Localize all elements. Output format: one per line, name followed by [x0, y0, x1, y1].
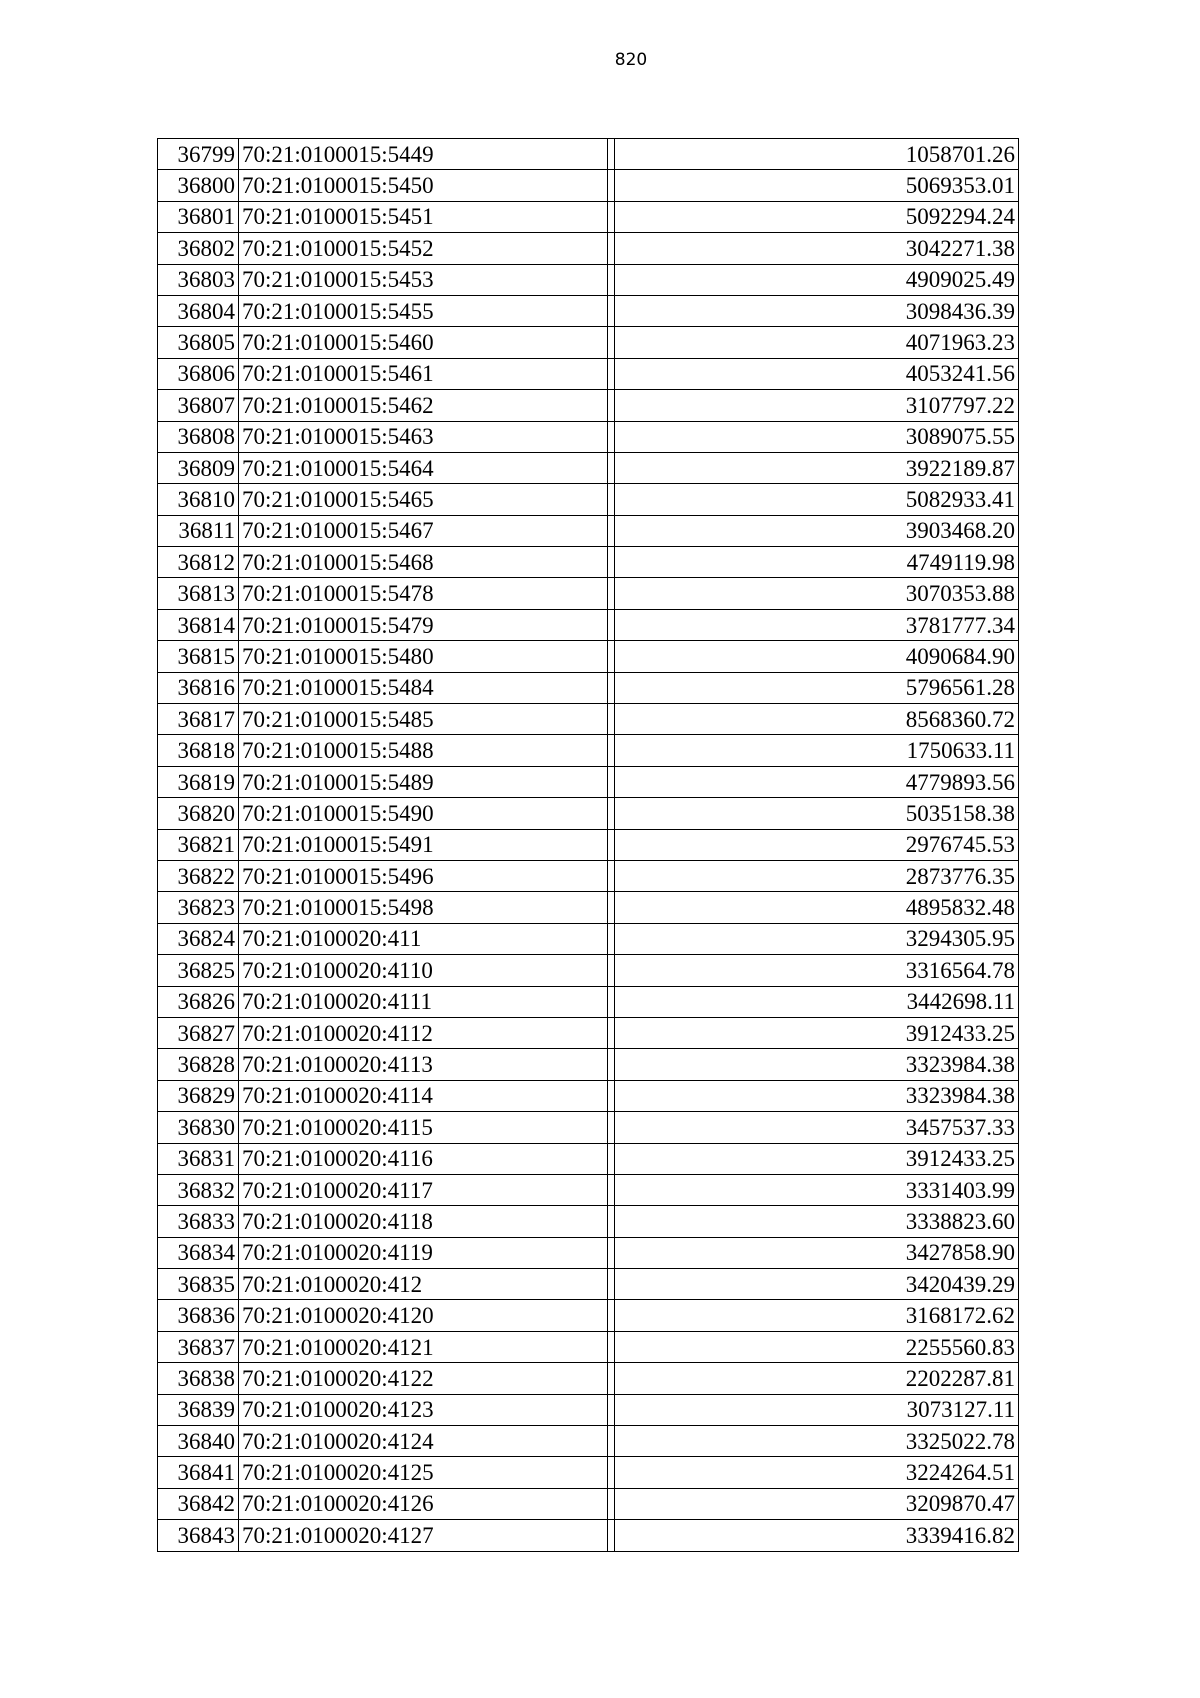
cadastral-value-cell: 3042271.38 [615, 233, 1019, 264]
cadastral-number-cell: 70:21:0100015:5498 [239, 892, 608, 923]
row-number-cell: 36802 [158, 233, 239, 264]
cadastral-number-cell: 70:21:0100015:5496 [239, 860, 608, 891]
table-row [158, 1269, 1019, 1300]
table-row [158, 201, 1019, 232]
row-number-cell: 36806 [158, 358, 239, 389]
cadastral-number-cell: 70:21:0100020:4114 [239, 1080, 608, 1111]
row-number-cell: 36831 [158, 1143, 239, 1174]
blank-cell [608, 766, 615, 797]
blank-cell [608, 923, 615, 954]
row-number-cell: 36823 [158, 892, 239, 923]
blank-cell [608, 484, 615, 515]
row-number-cell: 36816 [158, 672, 239, 703]
blank-cell [608, 327, 615, 358]
cadastral-value-cell: 3107797.22 [615, 390, 1019, 421]
blank-cell [608, 515, 615, 546]
cadastral-number-cell: 70:21:0100015:5491 [239, 829, 608, 860]
cadastral-number-cell: 70:21:0100015:5453 [239, 264, 608, 295]
table-row [158, 641, 1019, 672]
blank-cell [608, 1520, 615, 1551]
cadastral-number-cell: 70:21:0100015:5480 [239, 641, 608, 672]
table-row [158, 1206, 1019, 1237]
cadastral-value-cell: 2202287.81 [615, 1363, 1019, 1394]
row-number-cell: 36809 [158, 452, 239, 483]
table-row [158, 955, 1019, 986]
table-row [158, 735, 1019, 766]
table-row [158, 1017, 1019, 1048]
blank-cell [608, 704, 615, 735]
blank-cell [608, 1488, 615, 1519]
row-number-cell: 36835 [158, 1269, 239, 1300]
blank-cell [608, 1080, 615, 1111]
row-number-cell: 36800 [158, 170, 239, 201]
table-row [158, 1174, 1019, 1205]
cadastral-number-cell: 70:21:0100020:4119 [239, 1237, 608, 1268]
row-number-cell: 36815 [158, 641, 239, 672]
table-row [158, 390, 1019, 421]
blank-cell [608, 1269, 615, 1300]
table-row [158, 1426, 1019, 1457]
row-number-cell: 36825 [158, 955, 239, 986]
blank-cell [608, 1363, 615, 1394]
cadastral-number-cell: 70:21:0100020:4127 [239, 1520, 608, 1551]
row-number-cell: 36843 [158, 1520, 239, 1551]
blank-cell [608, 358, 615, 389]
table-row [158, 358, 1019, 389]
cadastral-number-cell: 70:21:0100020:4121 [239, 1331, 608, 1362]
cadastral-value-cell: 3903468.20 [615, 515, 1019, 546]
cadastral-number-cell: 70:21:0100015:5460 [239, 327, 608, 358]
blank-cell [608, 452, 615, 483]
row-number-cell: 36826 [158, 986, 239, 1017]
blank-cell [608, 672, 615, 703]
row-number-cell: 36808 [158, 421, 239, 452]
cadastral-number-cell: 70:21:0100020:411 [239, 923, 608, 954]
cadastral-number-cell: 70:21:0100015:5465 [239, 484, 608, 515]
table-row [158, 1112, 1019, 1143]
cadastral-value-cell: 1058701.26 [615, 139, 1019, 170]
cadastral-value-cell: 3089075.55 [615, 421, 1019, 452]
table-row [158, 1080, 1019, 1111]
blank-cell [608, 390, 615, 421]
cadastral-number-cell: 70:21:0100015:5450 [239, 170, 608, 201]
table-row [158, 892, 1019, 923]
row-number-cell: 36801 [158, 201, 239, 232]
cadastral-number-cell: 70:21:0100020:4120 [239, 1300, 608, 1331]
cadastral-value-table [157, 138, 1019, 1552]
cadastral-value-cell: 3442698.11 [615, 986, 1019, 1017]
row-number-cell: 36812 [158, 547, 239, 578]
blank-cell [608, 641, 615, 672]
cadastral-value-cell: 3073127.11 [615, 1394, 1019, 1425]
table-row [158, 1049, 1019, 1080]
blank-cell [608, 295, 615, 326]
cadastral-number-cell: 70:21:0100015:5484 [239, 672, 608, 703]
cadastral-value-cell: 3339416.82 [615, 1520, 1019, 1551]
row-number-cell: 36819 [158, 766, 239, 797]
cadastral-value-cell: 4749119.98 [615, 547, 1019, 578]
cadastral-value-cell: 4895832.48 [615, 892, 1019, 923]
row-number-cell: 36811 [158, 515, 239, 546]
cadastral-value-cell: 3294305.95 [615, 923, 1019, 954]
cadastral-number-cell: 70:21:0100015:5449 [239, 139, 608, 170]
blank-cell [608, 1143, 615, 1174]
table-row [158, 578, 1019, 609]
table-row [158, 547, 1019, 578]
table-row [158, 798, 1019, 829]
blank-cell [608, 1174, 615, 1205]
blank-cell [608, 578, 615, 609]
table-row [158, 672, 1019, 703]
table-row [158, 170, 1019, 201]
blank-cell [608, 1112, 615, 1143]
cadastral-number-cell: 70:21:0100015:5488 [239, 735, 608, 766]
blank-cell [608, 1331, 615, 1362]
cadastral-value-cell: 3457537.33 [615, 1112, 1019, 1143]
row-number-cell: 36827 [158, 1017, 239, 1048]
cadastral-value-cell: 2873776.35 [615, 860, 1019, 891]
cadastral-value-cell: 3912433.25 [615, 1143, 1019, 1174]
cadastral-value-cell: 5082933.41 [615, 484, 1019, 515]
blank-cell [608, 1426, 615, 1457]
blank-cell [608, 892, 615, 923]
cadastral-number-cell: 70:21:0100015:5490 [239, 798, 608, 829]
table-row [158, 139, 1019, 170]
row-number-cell: 36818 [158, 735, 239, 766]
cadastral-value-cell: 4090684.90 [615, 641, 1019, 672]
row-number-cell: 36803 [158, 264, 239, 295]
cadastral-number-cell: 70:21:0100015:5485 [239, 704, 608, 735]
cadastral-number-cell: 70:21:0100020:4126 [239, 1488, 608, 1519]
row-number-cell: 36813 [158, 578, 239, 609]
cadastral-value-cell: 5069353.01 [615, 170, 1019, 201]
cadastral-number-cell: 70:21:0100015:5467 [239, 515, 608, 546]
blank-cell [608, 1017, 615, 1048]
cadastral-number-cell: 70:21:0100015:5464 [239, 452, 608, 483]
table-row [158, 264, 1019, 295]
cadastral-value-cell: 3912433.25 [615, 1017, 1019, 1048]
row-number-cell: 36839 [158, 1394, 239, 1425]
row-number-cell: 36814 [158, 609, 239, 640]
blank-cell [608, 1049, 615, 1080]
cadastral-value-cell: 4909025.49 [615, 264, 1019, 295]
row-number-cell: 36817 [158, 704, 239, 735]
cadastral-value-cell: 5092294.24 [615, 201, 1019, 232]
cadastral-number-cell: 70:21:0100015:5462 [239, 390, 608, 421]
table-row [158, 1488, 1019, 1519]
row-number-cell: 36838 [158, 1363, 239, 1394]
cadastral-value-cell: 4053241.56 [615, 358, 1019, 389]
page-number: 820 [614, 50, 648, 70]
table-row [158, 484, 1019, 515]
row-number-cell: 36805 [158, 327, 239, 358]
cadastral-number-cell: 70:21:0100015:5468 [239, 547, 608, 578]
row-number-cell: 36829 [158, 1080, 239, 1111]
row-number-cell: 36822 [158, 860, 239, 891]
table-row [158, 1363, 1019, 1394]
table-row [158, 421, 1019, 452]
blank-cell [608, 421, 615, 452]
row-number-cell: 36840 [158, 1426, 239, 1457]
cadastral-value-cell: 3331403.99 [615, 1174, 1019, 1205]
cadastral-number-cell: 70:21:0100020:4116 [239, 1143, 608, 1174]
cadastral-number-cell: 70:21:0100020:4110 [239, 955, 608, 986]
cadastral-number-cell: 70:21:0100020:4125 [239, 1457, 608, 1488]
row-number-cell: 36832 [158, 1174, 239, 1205]
blank-cell [608, 609, 615, 640]
table-row [158, 515, 1019, 546]
cadastral-value-cell: 2976745.53 [615, 829, 1019, 860]
cadastral-value-cell: 8568360.72 [615, 704, 1019, 735]
blank-cell [608, 860, 615, 891]
blank-cell [608, 264, 615, 295]
cadastral-value-cell: 3922189.87 [615, 452, 1019, 483]
row-number-cell: 36837 [158, 1331, 239, 1362]
cadastral-number-cell: 70:21:0100015:5461 [239, 358, 608, 389]
cadastral-value-cell: 3224264.51 [615, 1457, 1019, 1488]
cadastral-number-cell: 70:21:0100020:4115 [239, 1112, 608, 1143]
table-row [158, 327, 1019, 358]
table-row [158, 609, 1019, 640]
cadastral-number-cell: 70:21:0100015:5451 [239, 201, 608, 232]
cadastral-number-cell: 70:21:0100020:4111 [239, 986, 608, 1017]
table-row [158, 295, 1019, 326]
cadastral-value-cell: 3316564.78 [615, 955, 1019, 986]
cadastral-value-cell: 3323984.38 [615, 1080, 1019, 1111]
table-row [158, 923, 1019, 954]
table-row [158, 1520, 1019, 1551]
cadastral-number-cell: 70:21:0100015:5455 [239, 295, 608, 326]
table-row [158, 1331, 1019, 1362]
cadastral-value-cell: 3070353.88 [615, 578, 1019, 609]
cadastral-value-cell: 1750633.11 [615, 735, 1019, 766]
cadastral-number-cell: 70:21:0100020:4113 [239, 1049, 608, 1080]
blank-cell [608, 955, 615, 986]
table-row [158, 452, 1019, 483]
row-number-cell: 36807 [158, 390, 239, 421]
blank-cell [608, 233, 615, 264]
table-row [158, 1237, 1019, 1268]
cadastral-value-cell: 3338823.60 [615, 1206, 1019, 1237]
cadastral-value-cell: 3098436.39 [615, 295, 1019, 326]
cadastral-value-cell: 3420439.29 [615, 1269, 1019, 1300]
cadastral-number-cell: 70:21:0100020:4123 [239, 1394, 608, 1425]
cadastral-value-cell: 5035158.38 [615, 798, 1019, 829]
table-row [158, 704, 1019, 735]
table-row [158, 860, 1019, 891]
row-number-cell: 36828 [158, 1049, 239, 1080]
table-row [158, 829, 1019, 860]
blank-cell [608, 547, 615, 578]
row-number-cell: 36824 [158, 923, 239, 954]
cadastral-number-cell: 70:21:0100020:4118 [239, 1206, 608, 1237]
cadastral-number-cell: 70:21:0100015:5489 [239, 766, 608, 797]
row-number-cell: 36833 [158, 1206, 239, 1237]
cadastral-number-cell: 70:21:0100015:5478 [239, 578, 608, 609]
table-row [158, 233, 1019, 264]
blank-cell [608, 735, 615, 766]
blank-cell [608, 201, 615, 232]
row-number-cell: 36804 [158, 295, 239, 326]
cadastral-number-cell: 70:21:0100015:5452 [239, 233, 608, 264]
blank-cell [608, 1206, 615, 1237]
cadastral-value-cell: 4071963.23 [615, 327, 1019, 358]
blank-cell [608, 1300, 615, 1331]
row-number-cell: 36821 [158, 829, 239, 860]
row-number-cell: 36799 [158, 139, 239, 170]
cadastral-number-cell: 70:21:0100020:4122 [239, 1363, 608, 1394]
blank-cell [608, 1457, 615, 1488]
cadastral-number-cell: 70:21:0100015:5463 [239, 421, 608, 452]
row-number-cell: 36841 [158, 1457, 239, 1488]
blank-cell [608, 798, 615, 829]
blank-cell [608, 986, 615, 1017]
blank-cell [608, 170, 615, 201]
row-number-cell: 36810 [158, 484, 239, 515]
row-number-cell: 36820 [158, 798, 239, 829]
blank-cell [608, 139, 615, 170]
blank-cell [608, 1237, 615, 1268]
row-number-cell: 36836 [158, 1300, 239, 1331]
table-row [158, 1143, 1019, 1174]
row-number-cell: 36842 [158, 1488, 239, 1519]
blank-cell [608, 829, 615, 860]
table-row [158, 766, 1019, 797]
table-row [158, 1457, 1019, 1488]
table-row [158, 986, 1019, 1017]
cadastral-number-cell: 70:21:0100020:412 [239, 1269, 608, 1300]
table-row [158, 1300, 1019, 1331]
cadastral-value-cell: 3323984.38 [615, 1049, 1019, 1080]
blank-cell [608, 1394, 615, 1425]
cadastral-value-cell: 3209870.47 [615, 1488, 1019, 1519]
table-row [158, 1394, 1019, 1425]
cadastral-value-cell: 3781777.34 [615, 609, 1019, 640]
cadastral-value-cell: 3427858.90 [615, 1237, 1019, 1268]
cadastral-value-cell: 3168172.62 [615, 1300, 1019, 1331]
cadastral-number-cell: 70:21:0100020:4124 [239, 1426, 608, 1457]
cadastral-number-cell: 70:21:0100015:5479 [239, 609, 608, 640]
cadastral-value-cell: 3325022.78 [615, 1426, 1019, 1457]
row-number-cell: 36834 [158, 1237, 239, 1268]
table-body [158, 139, 1019, 1552]
cadastral-value-cell: 5796561.28 [615, 672, 1019, 703]
cadastral-number-cell: 70:21:0100020:4117 [239, 1174, 608, 1205]
row-number-cell: 36830 [158, 1112, 239, 1143]
cadastral-value-cell: 2255560.83 [615, 1331, 1019, 1362]
cadastral-number-cell: 70:21:0100020:4112 [239, 1017, 608, 1048]
cadastral-value-cell: 4779893.56 [615, 766, 1019, 797]
